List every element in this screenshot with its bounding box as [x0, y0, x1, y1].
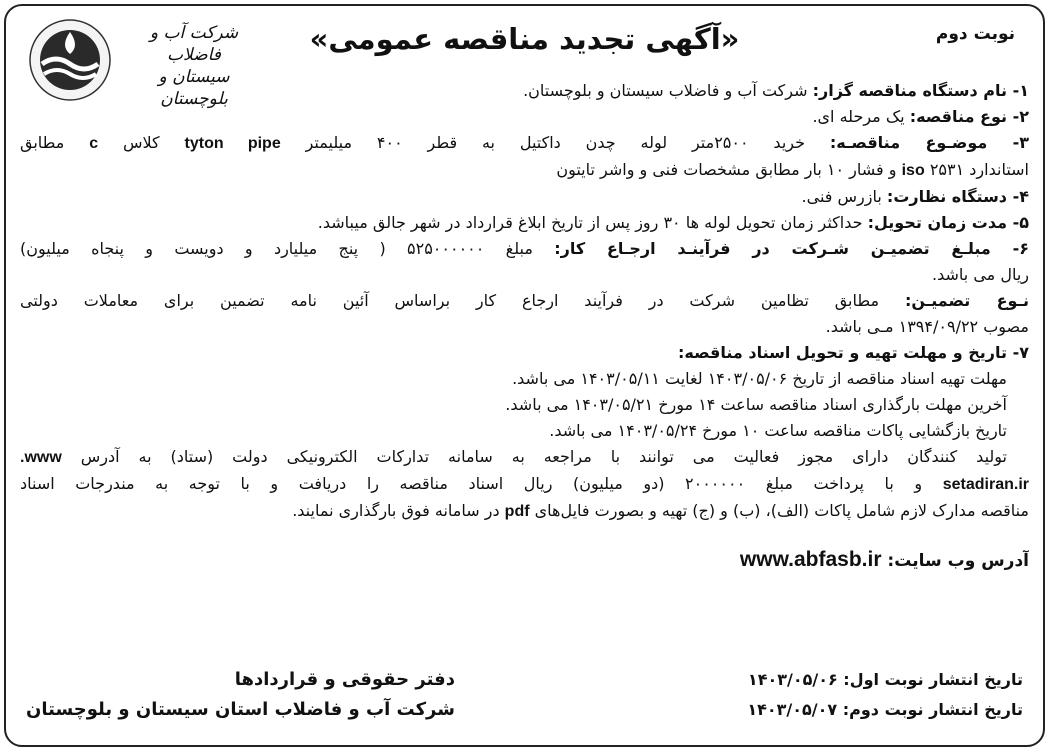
- latin-term: pdf: [504, 503, 530, 520]
- item-tender-type: [20, 104, 1029, 130]
- pub-date: ۱۴۰۳/۰۵/۰۷: [747, 700, 838, 719]
- logo-line-1: شرکت آب و فاضلاب: [149, 23, 239, 65]
- item-organizer: [20, 78, 1029, 104]
- item-text: کلاس: [98, 133, 185, 152]
- item-text: شرکت آب و فاضلاب سیستان و بلوچستان.: [523, 81, 813, 100]
- latin-term: www.: [20, 449, 62, 466]
- issuing-office: [26, 665, 455, 725]
- website-line: [20, 547, 1029, 574]
- latin-term: iso: [901, 162, 925, 179]
- item-label: نـوع تضمیـن:: [904, 291, 1029, 310]
- item-subject-cont: [20, 157, 1029, 184]
- notice-title: «آگهی تجدید مناقصه عمومی»: [309, 22, 740, 56]
- item-text: مطابق: [20, 133, 90, 152]
- item-text: ۲۵۳۱ و فشار ۱۰ بار مطابق مشخصات فنی و واشر تایتون: [556, 160, 965, 179]
- producers-line-1: [20, 444, 1029, 471]
- latin-term: tyton pipe: [184, 135, 281, 152]
- item-text: حداکثر زمان تحویل لوله ها ۳۰ روز پس از تاریخ ابلاغ قرارداد در شهر جالق میباشد.: [317, 213, 868, 232]
- item-text: در سامانه فوق بارگذاری نمایند.: [292, 501, 505, 520]
- item-label: ۵- مدت زمان تحویل:: [867, 213, 1029, 232]
- item-guarantee-amount: [20, 236, 1029, 262]
- item-guarantee-type: [20, 288, 1029, 314]
- publication-dates: [747, 665, 1023, 725]
- item-supervision: [20, 184, 1029, 210]
- item-text: مطابق تظامین شرکت در فرآیند ارجاع کار براساس آئین نامه تضمین برای معاملات دولتی: [20, 291, 905, 310]
- schedule-line-upload: آخرین مهلت بارگذاری اسناد مناقصه ساعت ۱۴ مورخ ۱۴۰۳/۰۵/۲۱ می باشد.: [505, 395, 1007, 414]
- item-label: ۱- نام دستگاه مناقصه گزار:: [812, 81, 1029, 100]
- item-text: مناقصه مدارک لازم شامل پاکات (الف)، (ب) و (ج) تهیه و بصورت فایل‌های: [529, 501, 1029, 520]
- pub-label: تاریخ انتشار نوبت اول:: [837, 670, 1023, 689]
- website-link[interactable]: www.abfasb.ir: [739, 548, 882, 571]
- round-label: نوبت دوم: [935, 24, 1015, 44]
- website-label: آدرس وب سایت:: [881, 551, 1029, 571]
- producers-line-3: [20, 498, 1029, 525]
- item-delivery: [20, 210, 1029, 236]
- item-label: ۶- مبلـغ تضمیـن شـرکت در فرآینـد ارجـاع کار:: [554, 239, 1029, 258]
- item-text: استاندارد: [964, 160, 1029, 179]
- item-text: تولید کنندگان دارای مجوز فعالیت می توانند با مراجعه به سامانه تدارکات الکترونیکی دولت (ستاد) به آدرس: [61, 447, 1007, 466]
- pub-label: تاریخ انتشار نوبت دوم:: [837, 700, 1023, 719]
- item-text: مبلغ ۵۲۵۰۰۰۰۰۰ ( پنج میلیارد و دویست و پنجاه میلیون): [20, 239, 555, 258]
- item-text: و با پرداخت مبلغ ۲۰۰۰۰۰۰ (دو میلیون) ریال اسناد مناقصه را دریافت و با توجه به مندرجات اسناد: [20, 474, 943, 493]
- publication-first: [747, 665, 1023, 695]
- pub-date: ۱۴۰۳/۰۵/۰۶: [747, 670, 838, 689]
- notice-footer: [20, 665, 1029, 731]
- item-label: ۴- دستگاه نظارت:: [886, 187, 1029, 206]
- latin-term: setadiran.ir: [942, 476, 1029, 493]
- producers-line-2: [20, 471, 1029, 498]
- item-schedule-heading: ۷- تاریخ و مهلت تهیه و تحویل اسناد مناقصه:: [678, 343, 1029, 362]
- schedule-line-prepare: مهلت تهیه اسناد مناقصه از تاریخ ۱۴۰۳/۰۵/۰۶ لغایت ۱۴۰۳/۰۵/۱۱ می باشد.: [512, 369, 1007, 388]
- item-guarantee-amount-cont: ریال می باشد.: [932, 265, 1029, 284]
- item-text: خرید ۲۵۰۰متر لوله چدن داکتیل به قطر ۴۰۰ میلیمتر: [280, 133, 830, 152]
- latin-term: c: [89, 135, 99, 152]
- item-text: یک مرحله ای.: [812, 107, 910, 126]
- office-company: شرکت آب و فاضلاب استان سیستان و بلوچستان: [26, 699, 455, 720]
- tender-notice: [4, 4, 1045, 747]
- item-subject: [20, 130, 1029, 157]
- item-label: ۲- نوع مناقصه:: [909, 107, 1029, 126]
- item-label: ۳- موضـوع مناقصـه:: [829, 133, 1029, 152]
- notice-body: [20, 78, 1029, 574]
- item-guarantee-type-cont: مصوب ۱۳۹۴/۰۹/۲۲ مـی باشد.: [825, 317, 1029, 336]
- publication-second: [747, 695, 1023, 725]
- item-text: بازرس فنی.: [801, 187, 887, 206]
- office-dept: دفتر حقوقی و قراردادها: [234, 669, 455, 690]
- schedule-line-opening: تاریخ بازگشایی پاکات مناقصه ساعت ۱۰ مورخ ۱۴۰۳/۰۵/۲۴ می باشد.: [549, 421, 1007, 440]
- logo-line-2: سیستان و بلوچستان: [158, 67, 230, 109]
